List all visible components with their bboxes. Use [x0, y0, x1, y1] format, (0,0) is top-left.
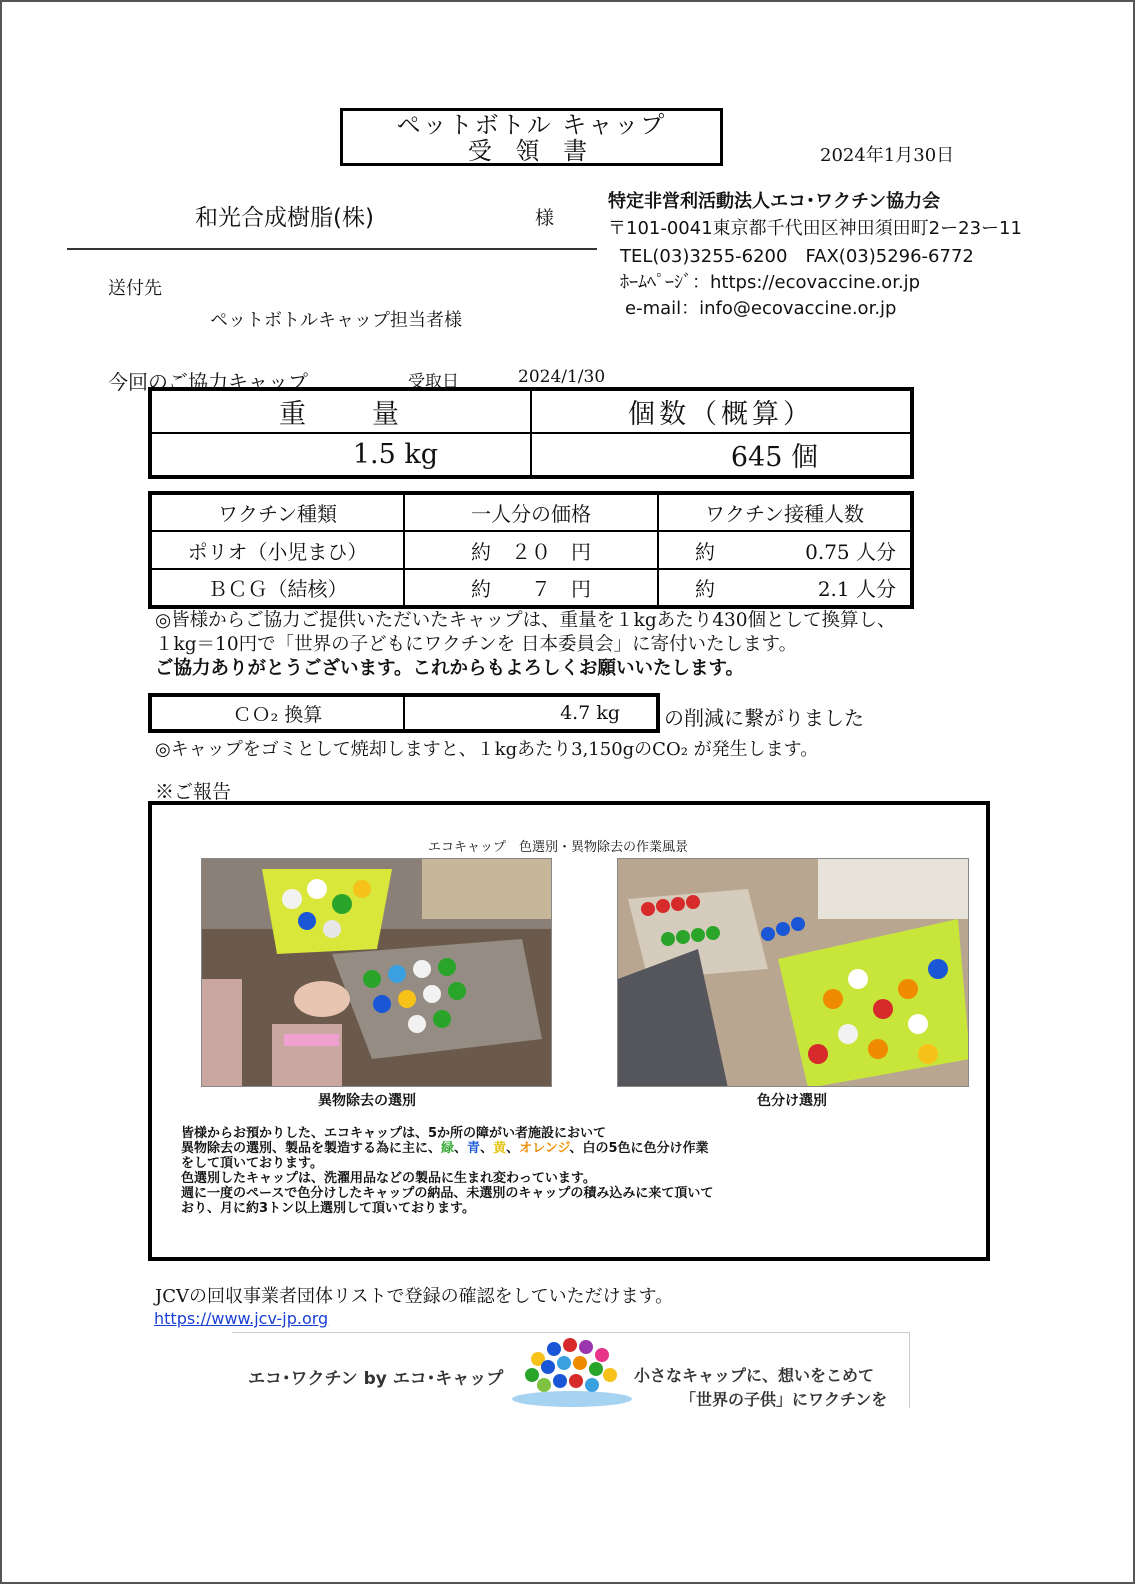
recipient-underline [67, 248, 597, 250]
report-line: 週に一度のペースで色分けしたキャップの納品、未選別のキャップの積み込みに来て頂いて [181, 1186, 714, 1201]
co2-value: 4.7 kg [404, 695, 658, 731]
count-header: 個数（概算） [531, 389, 912, 433]
vaccine-type: ポリオ（小児まひ） [150, 531, 404, 569]
org-tel-fax: TEL(03)3255-6200 FAX(03)5296-6772 [620, 246, 974, 267]
recipient-honorific: 様 [535, 207, 555, 229]
jcv-text: JCVの回収事業者団体リストで登録の確認をしていただけます。 [155, 1286, 674, 1307]
vaccine-price: 約 ２０ 円 [404, 531, 658, 569]
color-yellow: 黄 [493, 1141, 507, 1156]
received-date-label: 受取日 [408, 372, 459, 392]
table-row [150, 569, 912, 607]
report-body [181, 1126, 713, 1216]
photo-caption-foreign-removal: 異物除去の選別 [318, 1093, 416, 1109]
banner-slogan-1: 小さなキャップに、想いをこめて [634, 1366, 875, 1385]
co2-reduction-text: の削減に繋がりました [664, 706, 864, 730]
issue-date: 2024年1月30日 [820, 145, 955, 166]
co2-table [148, 693, 660, 733]
note-line: １kg＝10円で「世界の子どもにワクチンを 日本委員会」に寄付いたします。 [155, 634, 798, 655]
vaccine-type: ＢＣＧ（結核） [150, 569, 404, 607]
vaccine-people-cell [658, 531, 912, 569]
vaccine-price: 約 ７ 円 [404, 569, 658, 607]
send-to-label: 送付先 [108, 278, 162, 299]
table-row [150, 531, 912, 569]
report-line: 異物除去の選別、製品を製造する為に主に、緑、青、黄、オレンジ、白の5色に色分け作業 [181, 1141, 709, 1156]
received-date: 2024/1/30 [518, 367, 606, 387]
color-orange: オレンジ [519, 1141, 570, 1156]
report-line: 色選別したキャップは、洗濯用品などの製品に生まれ変わっています。 [181, 1171, 596, 1186]
photo-foreign-removal-image [202, 859, 552, 1087]
thanks-line: ご協力ありがとうございます。これからもよろしくお願いいたします。 [155, 658, 745, 679]
org-email[interactable]: e-mail：info@ecovaccine.or.jp [625, 298, 897, 319]
report-line-text: の5色に色分け作業 [595, 1141, 709, 1156]
donation-note [155, 609, 896, 681]
vaccine-table [148, 491, 914, 609]
color-white: 白 [582, 1141, 596, 1156]
document-subtitle: 受 領 書 [467, 137, 596, 165]
banner-slogan-2: 「世界の子供」にワクチンを [680, 1390, 888, 1409]
sorting-photo-foreign-removal [201, 858, 552, 1087]
weight-count-table [148, 387, 914, 479]
document-title-box [340, 108, 723, 166]
vaccine-people: 0.75 人分 [805, 539, 896, 564]
approx-label: 約 [695, 577, 715, 601]
co2-label: ＣＯ₂ 換算 [150, 695, 404, 731]
weight-value: 1.5 kg [150, 433, 531, 477]
report-line: をして頂いております。 [181, 1156, 323, 1171]
report-caption: エコキャップ 色選別・異物除去の作業風景 [428, 840, 689, 855]
report-label: ※ご報告 [155, 781, 232, 803]
report-line: 皆様からお預かりした、エコキャップは、5か所の障がい者施設において [181, 1126, 607, 1141]
document-title: ペットボトル キャップ [396, 111, 667, 139]
weight-header: 重 量 [150, 389, 531, 433]
vaccine-people-cell [658, 569, 912, 607]
note-line: ◎皆様からご協力ご提供いただいたキャップは、重量を１kgあたり430個として換算し、 [155, 610, 896, 631]
vaccine-header-price: 一人分の価格 [404, 493, 658, 531]
sorting-photo-color [617, 858, 969, 1087]
recipient-company: 和光合成樹脂(株) [195, 205, 374, 231]
report-line: おり、月に約3トン以上選別して頂いております。 [181, 1201, 476, 1216]
jcv-link[interactable]: https://www.jcv-jp.org [154, 1309, 329, 1328]
color-green: 緑 [441, 1141, 455, 1156]
photo-caption-color-sorting: 色分け選別 [757, 1093, 827, 1109]
color-blue: 青 [467, 1141, 481, 1156]
org-homepage[interactable]: ﾎｰﾑﾍﾟｰｼﾞ：https://ecovaccine.or.jp [620, 272, 921, 293]
photo-color-sorting-image [618, 859, 969, 1087]
approx-label: 約 [695, 539, 715, 564]
org-name: 特定非営利活動法人エコ･ワクチン協力会 [608, 191, 941, 212]
vaccine-header-type: ワクチン種類 [150, 493, 404, 531]
vaccine-header-people: ワクチン接種人数 [658, 493, 912, 531]
send-to-person: ペットボトルキャップ担当者様 [210, 310, 462, 331]
co2-note: ◎キャップをゴミとして焼却しますと、１kgあたり3,150gのCO₂ が発生します。 [155, 739, 819, 760]
banner-title: エコ･ワクチン by エコ･キャップ [248, 1369, 504, 1389]
org-address: 〒101-0041東京都千代田区神田須田町2ー23ー11 [608, 218, 1022, 239]
cooperation-title: 今回のご協力キャップ [108, 370, 308, 394]
vaccine-people: 2.1 人分 [817, 577, 896, 601]
report-line-text: 異物除去の選別、製品を製造する為に主に、 [181, 1141, 442, 1156]
count-value: 645 個 [531, 433, 912, 477]
